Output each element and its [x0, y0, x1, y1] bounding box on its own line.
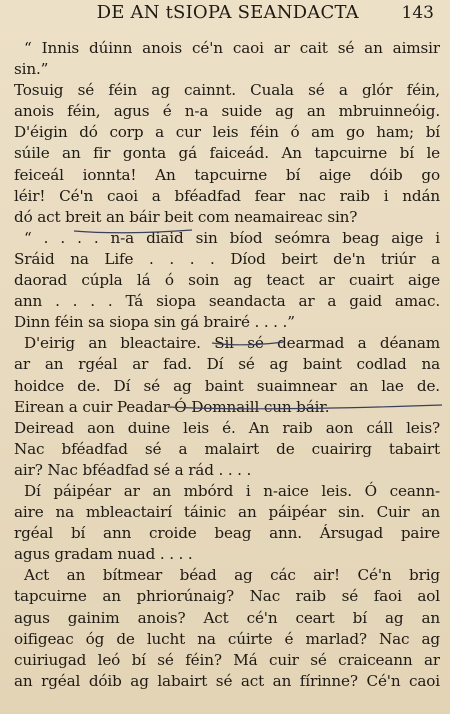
text-line: rgéal bí ann croide beag ann. Ársugad paire	[14, 524, 440, 543]
text-line: oifigeac óg de lucht na cúirte é marlad? Nac ag	[14, 629, 440, 648]
text-line: cuiriugad leó bí sé féin? Má cuir sé craiceann ar	[14, 650, 440, 669]
text-line: aire na mbleactairí táinic an páipéar sin. Cuir an	[14, 503, 440, 522]
text-line: dó act breit an báir beit com neamaireac sin?	[14, 207, 358, 226]
text-line: D'éigin dó corp a cur leis féin ó am go ham; bí	[14, 123, 440, 142]
text-line: ann . . . . Tá siopa seandacta ar a gaid amac.	[14, 292, 440, 311]
text-line: ar an rgéal ar fad. Dí sé ag baint codlad na	[14, 355, 440, 374]
text-line: an rgéal dóib ag labairt sé act an fírinne? Cé'n caoi	[14, 671, 440, 690]
text-line: Sráid na Life . . . . Díod beirt de'n triúr a	[14, 249, 440, 268]
text-line: “ . . . . n-a diaid sin bíod seómra beag aige i	[24, 228, 440, 247]
text-line: agus gainim anois? Act cé'n ceart bí ag an	[14, 608, 440, 627]
text-line: Nac bféadfad sé a malairt de cuairirg tabairt	[14, 439, 440, 458]
page-number: 143	[401, 3, 434, 23]
page-header	[14, 2, 440, 28]
text-line: súile an fir gonta gá faiceád. An tapcuirne bí le	[14, 144, 440, 163]
text-line: anois féin, agus é n-a suide ag an mbruinneóig.	[14, 102, 440, 121]
text-line: Act an bítmear béad ag các air! Cé'n brig	[24, 566, 440, 585]
text-line: feiceál ionnta! An tapcuirne bí aige dóib go	[14, 165, 440, 184]
text-line: “ Innis dúinn anois cé'n caoi ar cait sé an aimsir	[24, 39, 440, 57]
body-text	[14, 38, 440, 692]
running-title: DE AN tSIOPA SEANDACTA	[96, 2, 359, 23]
text-line: Tosuig sé féin ag cainnt. Cuala sé a glór féin,	[14, 81, 440, 100]
text-line: Eirean a cuir Peadar Ó Domnaill cun báir.	[14, 397, 330, 416]
text-line: sin.”	[14, 60, 49, 79]
text-line: D'eirig an bleactaire. Sil sé dearmad a déanam	[24, 334, 440, 353]
text-line: Dinn féin sa siopa sin gá brairé . . . .”	[14, 313, 295, 332]
text-line: Deiread aon duine leis é. An raib aon cáll leis?	[14, 418, 440, 437]
text-line: air? Nac bféadfad sé a rád . . . .	[14, 460, 252, 479]
text-line: agus gradam nuad . . . .	[14, 545, 193, 564]
text-line: Dí páipéar ar an mbórd i n-aice leis. Ó ceann-	[24, 481, 440, 500]
text-line: daorad cúpla lá ó soin ag teact ar cuairt aige	[14, 271, 440, 290]
text-line: tapcuirne an phriorúnaig? Nac raib sé faoi aol	[14, 587, 440, 606]
text-line: léir! Cé'n caoi a bféadfad fear nac raib i ndán	[14, 186, 440, 205]
text-line: hoidce de. Dí sé ag baint suaimnear an lae de.	[14, 376, 440, 395]
